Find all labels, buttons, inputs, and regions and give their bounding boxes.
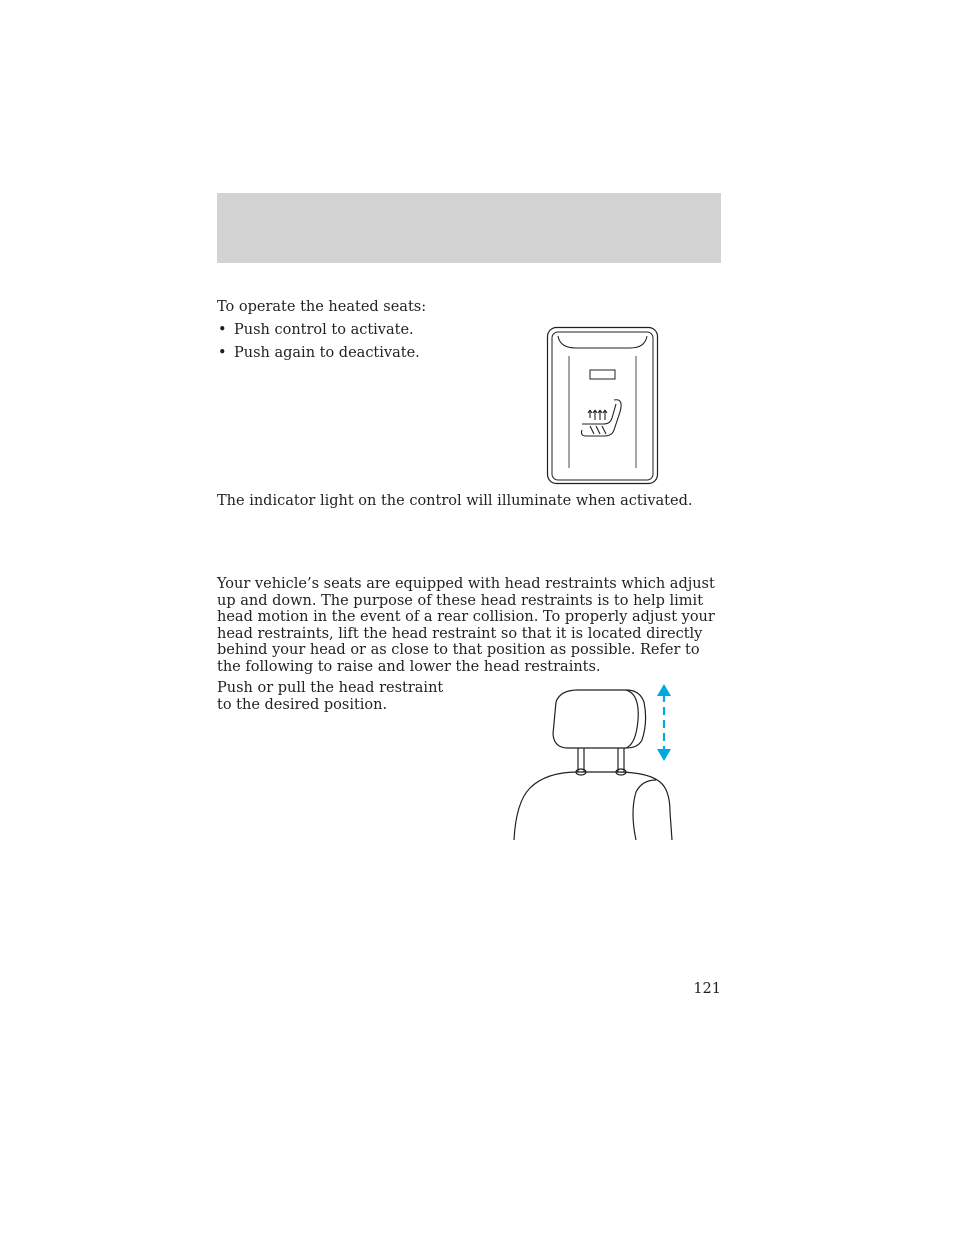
bullet-icon: • <box>218 345 227 361</box>
indicator-note: The indicator light on the control will illuminate when activated. <box>217 493 693 509</box>
heated-seat-control-illustration <box>546 326 660 486</box>
up-down-arrow-icon <box>657 684 671 761</box>
step-text: Push again to deactivate. <box>234 345 420 361</box>
list-item <box>217 345 420 368</box>
heated-seats-intro: To operate the heated seats: <box>217 299 427 315</box>
heated-seats-steps <box>217 322 420 368</box>
head-restraint-illustration <box>508 682 680 844</box>
bullet-icon: • <box>218 322 227 338</box>
step-text: Push control to activate. <box>234 322 414 338</box>
page-number: 121 <box>693 981 721 997</box>
section-header-band <box>217 193 721 263</box>
head-restraints-body: Your vehicle’s seats are equipped with head restraints which adjust up and down. The purpose of these head restraints is to help limit head motion in the event of a rear collision. To properly adjust your head restraints, lift the head restraint so that it is located directly behind your head or as close to that position as possible. Refer to the following to raise and lower the head restraints. <box>217 576 715 675</box>
indicator-light <box>590 370 615 379</box>
list-item <box>217 322 420 345</box>
head-restraint-instruction: Push or pull the head restraint to the desired position. <box>217 680 444 713</box>
